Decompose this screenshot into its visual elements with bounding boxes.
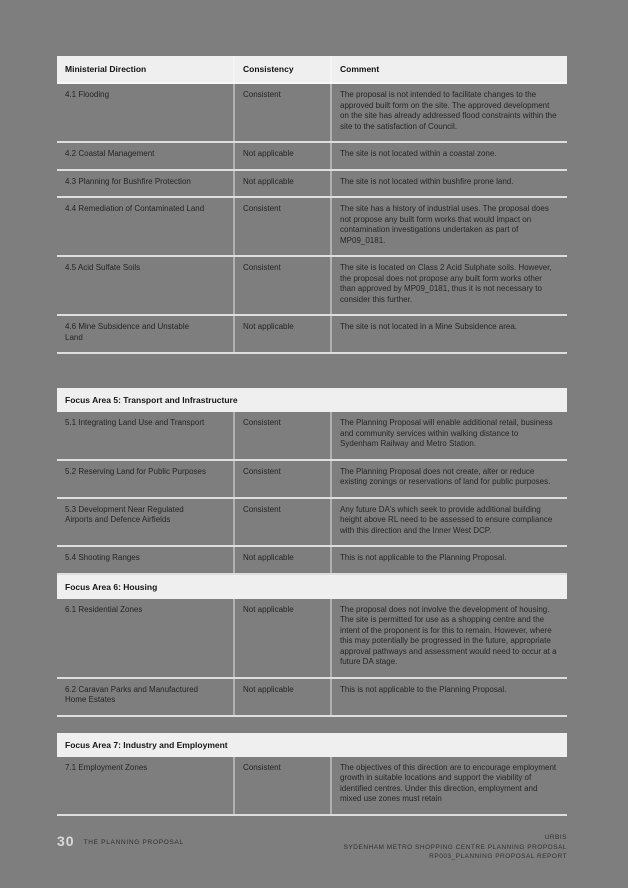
comment-cell: The Planning Proposal will enable additional retail, business and community services within walking distance to Sydenham Railway and Metro Station. — [330, 412, 567, 459]
focus-area-rows — [57, 599, 567, 717]
column-header-consistency: Consistency — [233, 56, 330, 82]
page-number: 30 — [57, 833, 75, 849]
consistency-cell: Not applicable — [233, 547, 330, 573]
ministerial-direction-cell: 4.4 Remediation of Contaminated Land — [65, 204, 205, 213]
table-row — [57, 679, 567, 717]
consistency-cell: Consistent — [233, 412, 330, 459]
ministerial-direction-cell: 7.1 Employment Zones — [65, 762, 148, 772]
ministerial-direction-cell: 4.6 Mine Subsidence and Unstable Land — [65, 322, 190, 342]
consistency-cell: Consistent — [233, 257, 330, 314]
footer-doc-reference: RP003_PLANNING PROPOSAL REPORT — [429, 853, 567, 860]
table-row — [57, 257, 567, 316]
table-row — [57, 412, 567, 461]
consistency-cell: Consistent — [233, 461, 330, 497]
table-row — [57, 316, 567, 354]
table-row — [57, 547, 567, 575]
ministerial-direction-cell: 5.4 Shooting Ranges — [65, 553, 140, 562]
table-row — [57, 84, 567, 143]
rows-continued — [57, 84, 567, 354]
focus-area-rows — [57, 412, 567, 575]
ministerial-direction-cell: 4.3 Planning for Bushfire Protection — [65, 176, 191, 186]
comment-cell: The site is located on Class 2 Acid Sulphate soils. However, the proposal does not propose any built form works other than approved by MP09_0181, thus it is not necessary to consider this further. — [330, 257, 567, 314]
consistency-cell: Not applicable — [233, 599, 330, 677]
column-header-comment: Comment — [330, 56, 567, 82]
comment-cell: The site is not located in a Mine Subsidence area. — [330, 316, 567, 352]
comment-cell: This is not applicable to the Planning Proposal. — [330, 547, 567, 573]
consistency-cell: Consistent — [233, 757, 330, 814]
focus-areas-table — [57, 388, 567, 816]
ministerial-direction-cell: 5.1 Integrating Land Use and Transport — [65, 418, 205, 427]
column-header-ministerial-direction: Ministerial Direction — [65, 64, 147, 74]
ministerial-direction-cell: 5.2 Reserving Land for Public Purposes — [65, 466, 206, 476]
consistency-cell: Consistent — [233, 198, 330, 255]
focus-area-header: Focus Area 6: Housing — [57, 575, 567, 599]
consistency-cell: Consistent — [233, 499, 330, 546]
focus-area-rows — [57, 757, 567, 816]
comment-cell: The Planning Proposal does not create, alter or reduce existing zonings or reservations of land for public purposes. — [330, 461, 567, 497]
footer-right — [344, 833, 567, 861]
table-row — [57, 198, 567, 257]
table-row — [57, 461, 567, 499]
comment-cell: The site has a history of industrial uses. The proposal does not propose any built form works that would impact on contamination investigations undertaken as part of MP09_0181. — [330, 198, 567, 255]
consistency-cell: Not applicable — [233, 171, 330, 197]
focus-area-header: Focus Area 5: Transport and Infrastructure — [57, 388, 567, 412]
focus-area-header: Focus Area 7: Industry and Employment — [57, 733, 567, 757]
footer-doc-title: SYDENHAM METRO SHOPPING CENTRE PLANNING PROPOSAL — [343, 844, 567, 851]
ministerial-direction-cell: 4.1 Flooding — [65, 90, 110, 99]
focus-area-group — [57, 575, 567, 717]
page-footer — [57, 833, 567, 861]
ministerial-direction-cell: 6.1 Residential Zones — [65, 604, 143, 614]
comment-cell: The site is not located within bushfire prone land. — [330, 171, 567, 197]
footer-section-label: THE PLANNING PROPOSAL — [83, 839, 184, 846]
comment-cell: The site is not located within a coastal zone. — [330, 143, 567, 169]
comment-cell: The proposal does not involve the development of housing. The site is permitted for use as a shopping centre and the intent of the proponent is for this to remain. However, where this may potentially be progressed in the future, appropriate approval pathways and assessment would need to occur at a future DA stage. — [330, 599, 567, 677]
comment-cell: This is not applicable to the Planning Proposal. — [330, 679, 567, 715]
table-row — [57, 499, 567, 548]
comment-cell: Any future DA's which seek to provide additional building height above RL need to be assessed to ensure compliance with this direction and the Inner West DCP. — [330, 499, 567, 546]
consistency-cell: Not applicable — [233, 143, 330, 169]
ministerial-directions-table — [57, 56, 567, 354]
ministerial-direction-cell: 6.2 Caravan Parks and Manufactured Home Estates — [65, 684, 198, 704]
brand-urbis: URBIS — [544, 834, 567, 841]
consistency-cell: Not applicable — [233, 679, 330, 715]
ministerial-direction-cell: 4.2 Coastal Management — [65, 149, 155, 158]
ministerial-direction-cell: 4.5 Acid Sulfate Soils — [65, 263, 141, 272]
focus-area-group — [57, 388, 567, 575]
footer-left — [57, 833, 184, 849]
comment-cell: The proposal is not intended to facilitate changes to the approved built form on the site. The approved development on the site has already addressed flood constraints within the site to the satisfaction of Council. — [330, 84, 567, 141]
table-row — [57, 143, 567, 171]
table-row — [57, 599, 567, 679]
table-row — [57, 171, 567, 199]
ministerial-direction-cell: 5.3 Development Near Regulated Airports and Defence Airfields — [65, 504, 184, 524]
comment-cell: The objectives of this direction are to encourage employment growth in suitable locations and support the viability of identified centres. Under this direction, employment and mixed use zones must retain — [330, 757, 567, 814]
focus-area-group — [57, 733, 567, 816]
table-header-row — [57, 56, 567, 84]
consistency-cell: Not applicable — [233, 316, 330, 352]
table-row — [57, 757, 567, 816]
consistency-cell: Consistent — [233, 84, 330, 141]
